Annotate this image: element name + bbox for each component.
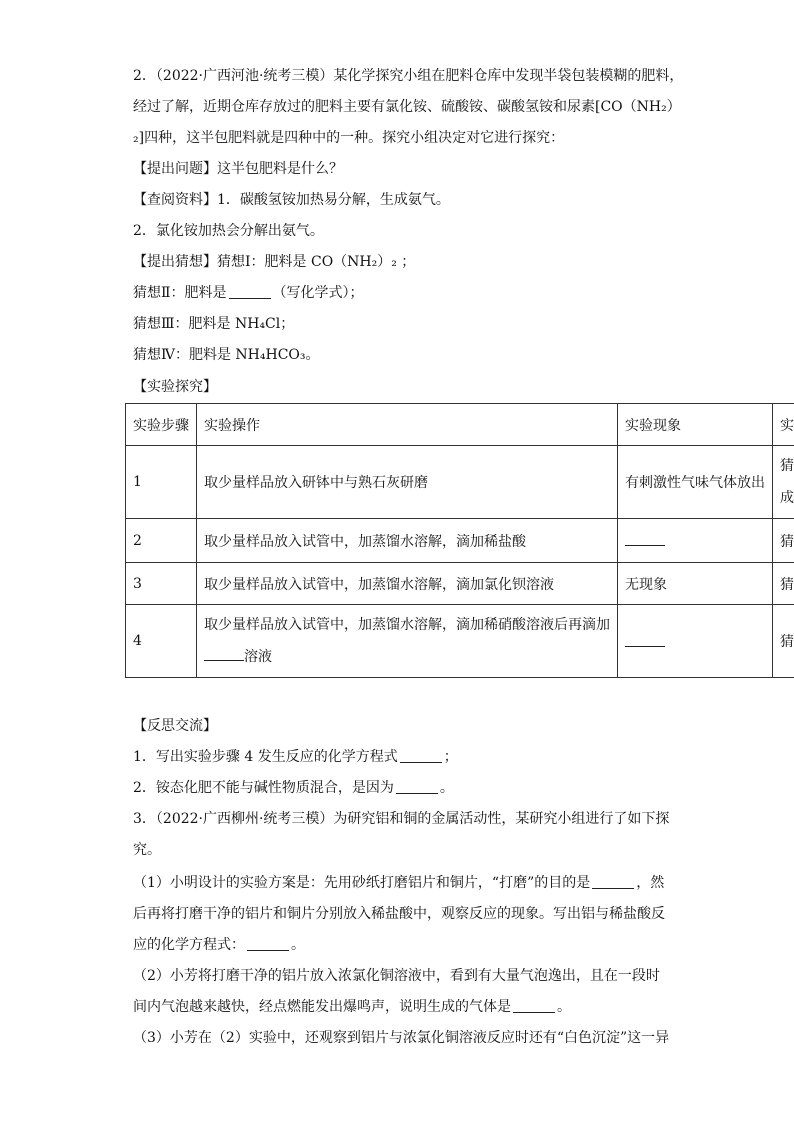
part-1a-suffix: ，然 xyxy=(636,875,665,891)
reflect-2-suffix: 。 xyxy=(439,780,454,796)
experiment-table xyxy=(125,403,794,678)
operation-text: 取少量样品放入试管中，加蒸馏水溶解，滴加稀硝酸溶液后再滴加 xyxy=(204,617,610,633)
phenomenon-cell xyxy=(618,605,773,678)
conclusion-text: 猜 xyxy=(780,458,794,474)
operation-cell: 取少量样品放入试管中，加蒸馏水溶解，滴加氯化钡溶液 xyxy=(197,563,618,605)
q2-guess-4: 猜想Ⅳ：肥料是 NH₄HCO₃。 xyxy=(133,347,320,363)
phenomenon-cell: 有刺激性气味气体放出 xyxy=(618,446,773,519)
answer-blank[interactable] xyxy=(229,284,271,299)
q2-ref-2: 2．氯化铵加热会分解出氨气。 xyxy=(133,223,324,239)
answer-blank[interactable] xyxy=(513,998,555,1013)
operation-cell: 取少量样品放入试管中，加蒸馏水溶解，滴加稀盐酸 xyxy=(197,519,618,563)
answer-blank[interactable] xyxy=(400,748,442,763)
part-2b-suffix: 。 xyxy=(557,999,571,1015)
header-phenomenon: 实验现象 xyxy=(618,404,773,446)
part-1c-prefix: 应的化学方程式： xyxy=(133,937,245,953)
conclusion-cell xyxy=(773,446,794,519)
part-1a-prefix: （1）小明设计的实验方案是：先用砂纸打磨铝片和铜片，“打磨”的目的是 xyxy=(133,875,591,891)
answer-blank[interactable] xyxy=(247,936,289,951)
q3-part-3a: （3）小芳在（2）实验中，还观察到铝片与浓氯化铜溶液反应时还有“白色沉淀”这一异 xyxy=(133,1030,670,1046)
q3-part-1a xyxy=(133,873,664,893)
conclusion-cell: 猜 xyxy=(773,519,794,563)
table-header-row xyxy=(126,404,794,446)
q3-line-2: 究。 xyxy=(133,842,161,858)
q2-guess-2 xyxy=(133,283,364,303)
answer-blank[interactable] xyxy=(592,874,634,889)
q3-part-1b: 后再将打磨干净的铝片和铜片分别放入稀盐酸中，观察反应的现象。写出铝与稀盐酸反 xyxy=(133,906,665,922)
answer-blank[interactable] xyxy=(625,531,665,546)
table-row xyxy=(126,519,794,563)
q2-reflect-heading: 【反思交流】 xyxy=(133,718,217,734)
q3-part-2b xyxy=(133,997,571,1017)
q3-line-1: 3．（2022·广西柳州·统考三模）为研究铝和铜的金属活动性，某研究小组进行了如下探 xyxy=(133,811,670,827)
conclusion-cell: 猜 xyxy=(773,605,794,678)
operation-cell: 取少量样品放入研钵中与熟石灰研磨 xyxy=(197,446,618,519)
conclusion-cell: 猜 xyxy=(773,563,794,605)
reflect-2-prefix: 2．铵态化肥不能与碱性物质混合，是因为 xyxy=(133,780,394,796)
header-operation: 实验操作 xyxy=(197,404,618,446)
table-row xyxy=(126,446,794,519)
q2-line-1: 2．（2022·广西河池·统考三模）某化学探究小组在肥料仓库中发现半袋包装模糊的肥料， xyxy=(133,68,684,84)
step-cell: 2 xyxy=(126,519,197,563)
step-cell: 3 xyxy=(126,563,197,605)
phenomenon-cell xyxy=(618,519,773,563)
operation-cell xyxy=(197,605,618,678)
part-1c-suffix: 。 xyxy=(291,937,305,953)
q2-line-3: ₂]四种，这半包肥料就是四种中的一种。探究小组决定对它进行探究： xyxy=(133,130,565,146)
operation-text-suffix: 溶液 xyxy=(244,649,272,665)
header-conclusion: 实 xyxy=(773,404,794,446)
q2-explore-heading: 【实验探究】 xyxy=(133,379,217,395)
q2-ref-1: 【查阅资料】1．碳酸氢铵加热易分解，生成氨气。 xyxy=(133,192,450,208)
guess-2-suffix: （写化学式）； xyxy=(272,285,364,301)
q2-ask: 【提出问题】这半包肥料是什么？ xyxy=(133,161,343,177)
table-row xyxy=(126,605,794,678)
q2-line-2: 经过了解，近期仓库存放过的肥料主要有氯化铵、硫酸铵、碳酸氢铵和尿素[CO（NH₂） xyxy=(133,99,681,115)
q3-part-1c xyxy=(133,935,305,955)
table-row xyxy=(126,563,794,605)
guess-2-prefix: 猜想Ⅱ：肥料是 xyxy=(133,285,227,301)
reflect-1-suffix: ； xyxy=(443,749,458,765)
answer-blank[interactable] xyxy=(625,632,665,647)
q2-guess-3: 猜想Ⅲ：肥料是 NH₄Cl； xyxy=(133,316,295,332)
answer-blank[interactable] xyxy=(204,646,244,661)
reflect-1-prefix: 1．写出实验步骤 4 发生反应的化学方程式 xyxy=(133,749,398,765)
q2-guess-1: 【提出猜想】猜想Ⅰ：肥料是 CO（NH₂）₂ ； xyxy=(133,254,416,270)
phenomenon-cell: 无现象 xyxy=(618,563,773,605)
q2-reflect-1 xyxy=(133,747,458,767)
part-2b-prefix: 间内气泡越来越快，经点燃能发出爆鸣声，说明生成的气体是 xyxy=(133,999,511,1015)
answer-blank[interactable] xyxy=(396,779,438,794)
header-step: 实验步骤 xyxy=(126,404,197,446)
q2-reflect-2 xyxy=(133,778,454,798)
step-cell: 1 xyxy=(126,446,197,519)
conclusion-text: 成 xyxy=(780,490,794,506)
q3-part-2a: （2）小芳将打磨干净的铝片放入浓氯化铜溶液中，看到有大量气泡逸出，且在一段时 xyxy=(133,968,660,984)
step-cell: 4 xyxy=(126,605,197,678)
